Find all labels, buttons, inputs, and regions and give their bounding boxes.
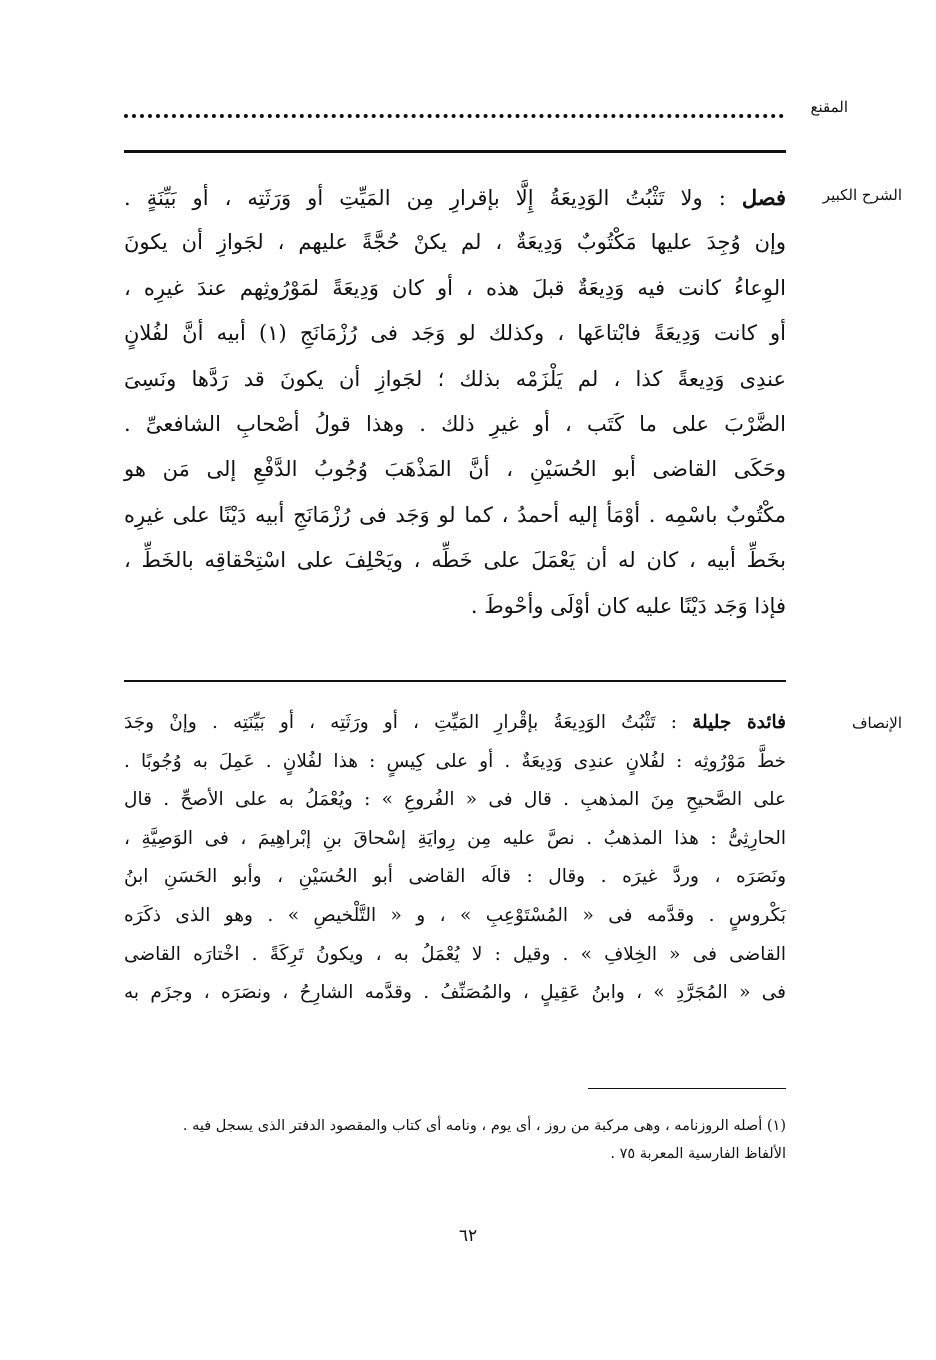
insaf-line: فى « المُجَرَّدِ » ، وابنُ عَقِيلٍ ، والمُصَنِّفُ . وقدَّمه الشارِحُ ، ونصَرَه ، وجزَم به (124, 982, 786, 1004)
sharh-line: فإذا وَجَد دَيْنًا عليه كان أوْلَى وأحْوطَ . (470, 593, 786, 618)
insaf-line: خطَّ مَوْرُوثِه : لفُلانٍ عندِى وَدِيعَةٌ . أو على كِيسٍ : هذا لفُلانٍ . عَمِلَ به وُجُوبًا . (124, 750, 786, 772)
insaf-lead-words: فائدة جليلة (692, 712, 786, 733)
sharh-lead-word: فصل (741, 185, 786, 210)
sharh-line: وحَكَى القاضى أبو الحُسَيْنِ ، أنَّ المَذْهَبَ وُجُوبُ الدَّفْعِ إلى مَن هو (124, 457, 786, 482)
insaf-line: الحارِثِىُّ : هذا المذهبُ . نصَّ عليه مِن رِوايَةِ إسْحاقَ بنِ إبْراهِيمَ ، فى الوَصِيَّةِ ، (124, 827, 786, 849)
sharh-line-rest: : ولا تَثْبُتُ الوَدِيعَةُ إِلَّا بإقرارِ مِن المَيِّتِ أو وَرَثَتِه ، أو بَيِّنَةٍ . (124, 186, 726, 210)
section-divider-top (124, 150, 786, 153)
page-number: ٦٢ (458, 1226, 478, 1246)
insaf-line: على الصَّحيحِ مِنَ المذهبِ . قال فى « الفُروعِ » : ويُعْمَلُ به على الأصحِّ . قال (124, 789, 786, 811)
sharh-line: بخَطِّ أبيه ، كان له أن يَعْمَلَ على خَطِّه ، ويَحْلِفَ على اسْتِحْقاقِه بالخَطِّ ، (124, 548, 786, 573)
insaf-margin-label: الإنصاف (851, 714, 902, 732)
header-dotted-leader (124, 100, 784, 118)
insaf-line (124, 704, 786, 743)
footnote-separator (588, 1088, 786, 1089)
running-title: المقنع (810, 98, 848, 116)
footnotes-block (124, 1112, 786, 1168)
insaf-text-block (124, 704, 786, 1013)
insaf-line: بَكْروسٍ . وقدَّمه فى « المُسْتَوْعِبِ » ، و « التَّلْخيصِ » . وهو الذى ذكَرَه (124, 904, 786, 926)
sharh-line: وإن وُجِدَ عليها مَكْتُوبٌ وَدِيعَةٌ ، لم يكنْ حُجَّةً عليهم ، لجَوازِ أن يكونَ (124, 230, 786, 255)
section-divider-middle (124, 680, 786, 682)
sharh-text-block (124, 175, 786, 629)
sharh-line: أو كانت وَدِيعَةً فابْتاعَها ، وكذلك لو وَجَد فى رُزْمَانَجِ (١) أبيه أنَّ لفُلانٍ (124, 321, 787, 346)
sharh-margin-label: الشرح الكبير (822, 186, 902, 204)
footnote-line: الألفاظ الفارسية المعربة ٧٥ . (610, 1146, 786, 1162)
sharh-line: مكْتُوبٌ باسْمِه . أوْمَأ إليه أحمدُ ، كما لو وَجَد فى رُزْمَانَجِ أبيه دَيْنًا على غيرِه (124, 502, 786, 527)
footnote-line: (١) أصله الروزنامه ، وهى مركبة من روز ، أى يوم ، ونامه أى كتاب والمقصود الدفتر الذى يسجل فيه . (182, 1118, 786, 1134)
sharh-line: عندِى وَدِيعةً كذا ، لم يَلْزَمْه بذلك ؛ لجَوازِ أن يكونَ قد رَدَّها ونَسِىَ (124, 366, 786, 391)
sharh-line (124, 175, 786, 220)
insaf-line: ونَصَرَه ، وردَّ غيرَه . وقال : قالَه القاضى أبو الحُسَيْنِ ، وأبو الحَسَنِ ابنُ (124, 866, 786, 888)
insaf-line-rest: : تَثْبُتُ الوَدِيعَةُ بإقْرارِ المَيِّتِ ، أو ورَثَتِه ، أو بَيِّنَتِه . وإنْ وجَدَ (124, 712, 677, 733)
sharh-line: الضَّرْبَ على ما كَتَب ، أو غيرِ ذلك . وهذا قولُ أصْحابِ الشافعىِّ . (124, 411, 786, 436)
insaf-line: القاضى فى « الخِلافِ » . وقيل : لا يُعْمَلُ به ، ويكونُ تَرِكَةً . اخْتارَه القاضى (124, 943, 786, 965)
sharh-line: الوِعاءُ كانت فيه وَدِيعَةٌ قبلَ هذه ، أو كان وَدِيعَةً لمَوْرُوثِهم عندَ غيرِه ، (124, 275, 786, 300)
